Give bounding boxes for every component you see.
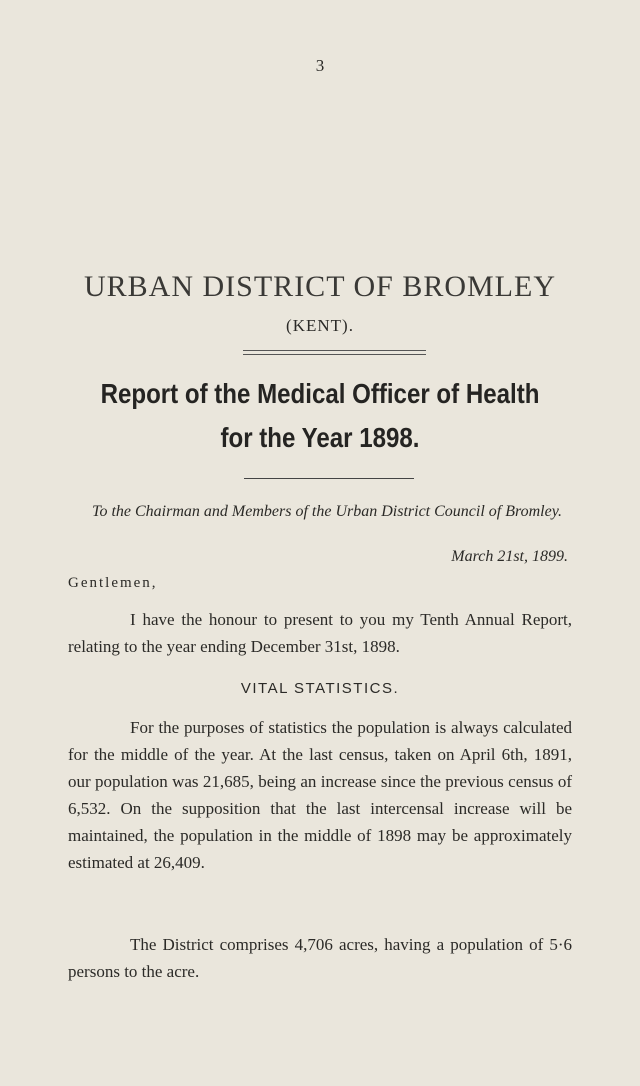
report-title-line-1: Report of the Medical Officer of Health: [100, 378, 540, 409]
report-title-line-2: for the Year 1898.: [220, 422, 420, 453]
page-number: 3: [315, 56, 325, 75]
paragraph-intro: I have the honour to present to you my Tenth Annual Report, relating to the year ending December 31st, 1898.: [68, 610, 572, 656]
greeting: Gentlemen,: [68, 575, 158, 591]
district-title: URBAN DISTRICT OF BROMLEY: [84, 270, 556, 303]
rule-divider: [244, 478, 414, 479]
county-subtitle: (KENT).: [286, 316, 354, 335]
address-salutation: To the Chairman and Members of the Urban District Council of Bromley.: [92, 503, 562, 520]
letter-date: March 21st, 1899.: [451, 548, 568, 565]
section-heading: VITAL STATISTICS.: [240, 680, 400, 697]
paragraph-acreage: The District comprises 4,706 acres, having a population of 5·6 persons to the acre.: [68, 935, 572, 981]
double-rule-divider: [243, 350, 426, 355]
report-title: [45, 372, 595, 460]
paragraph-population: For the purposes of statistics the population is always calculated for the middle of the year. At the last census, taken on April 6th, 1891, our population was 21,685, being an increase since the previous census of 6,532. On the supposition that the last intercensal increase will be maintained, the population in the middle of 1898 may be approximately estimated at 26,409.: [68, 718, 572, 872]
